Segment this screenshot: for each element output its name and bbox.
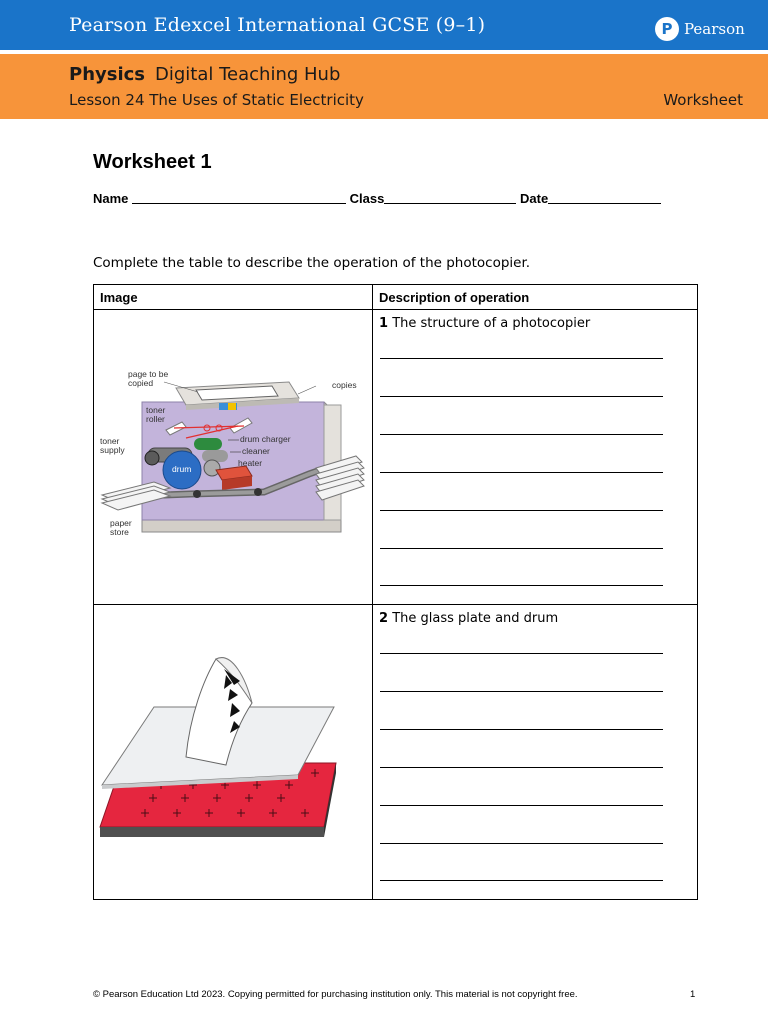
instruction-text: Complete the table to describe the operation of the photocopier. (93, 255, 531, 271)
brand-name: Pearson (684, 20, 745, 38)
description-cell-2 (373, 605, 698, 900)
answer-line[interactable] (380, 358, 663, 359)
answer-line[interactable] (380, 548, 663, 549)
label-page-line1: page to be (128, 369, 169, 379)
name-label: Name (93, 191, 129, 206)
label-toner-roller: toner roller (146, 405, 166, 424)
subject-banner (0, 54, 768, 119)
answer-line[interactable] (380, 880, 663, 881)
answer-line[interactable] (380, 434, 663, 435)
description-cell-1 (373, 310, 698, 605)
top-banner (0, 0, 768, 50)
subject-line (69, 64, 340, 85)
lesson-title: Lesson 24 The Uses of Static Electricity (69, 91, 364, 109)
question-title (379, 316, 590, 331)
answer-line[interactable] (380, 510, 663, 511)
table-header-row (94, 285, 698, 310)
label-page-to-be-copied: page to be copied (128, 369, 169, 388)
label-paper-store: paper store (110, 518, 132, 537)
answer-line[interactable] (380, 843, 663, 844)
qualification-title: Pearson Edexcel International GCSE (9–1) (69, 14, 486, 36)
worksheet-table (93, 284, 698, 900)
answer-line[interactable] (380, 805, 663, 806)
class-blank[interactable] (384, 189, 516, 204)
column-header-image: Image (94, 285, 373, 310)
date-label: Date (520, 191, 549, 206)
class-label: Class (349, 191, 385, 206)
copyright-footer: © Pearson Education Ltd 2023. Copying permitted for purchasing institution only. This material is not copyright free. (93, 989, 578, 1000)
label-drum-charger: drum charger (240, 434, 291, 444)
document-type-label: Worksheet (663, 91, 743, 109)
question-text: The glass plate and drum (392, 611, 559, 626)
label-copies: copies (332, 380, 357, 390)
answer-line[interactable] (380, 767, 663, 768)
label-cleaner: cleaner (242, 446, 270, 456)
worksheet-heading: Worksheet 1 (93, 151, 212, 173)
glass-plate-drum-cell (94, 605, 373, 900)
date-blank[interactable] (548, 189, 661, 204)
table-row (94, 605, 698, 900)
question-number: 2 (379, 611, 389, 626)
table-row (94, 310, 698, 605)
answer-line[interactable] (380, 653, 663, 654)
photocopier-diagram-cell (94, 310, 373, 605)
pearson-logo-icon: P (655, 17, 679, 41)
question-title (379, 611, 558, 626)
subject-name: Physics (69, 64, 146, 85)
glass-plate-diagram (94, 605, 373, 895)
answer-line[interactable] (380, 472, 663, 473)
answer-line[interactable] (380, 691, 663, 692)
label-toner-supply: toner supply (100, 436, 125, 455)
student-details-row (93, 189, 661, 206)
label-drum: drum (172, 464, 192, 474)
answer-line[interactable] (380, 585, 663, 586)
name-blank[interactable] (132, 189, 346, 204)
page-number: 1 (690, 989, 696, 1000)
answer-line[interactable] (380, 396, 663, 397)
question-number: 1 (379, 316, 389, 331)
hub-name: Digital Teaching Hub (155, 64, 341, 85)
question-text: The structure of a photocopier (392, 316, 591, 331)
photocopier-diagram (94, 310, 373, 600)
column-header-description: Description of operation (373, 285, 698, 310)
answer-line[interactable] (380, 729, 663, 730)
pearson-brand (655, 17, 745, 41)
label-heater: heater (238, 458, 263, 468)
